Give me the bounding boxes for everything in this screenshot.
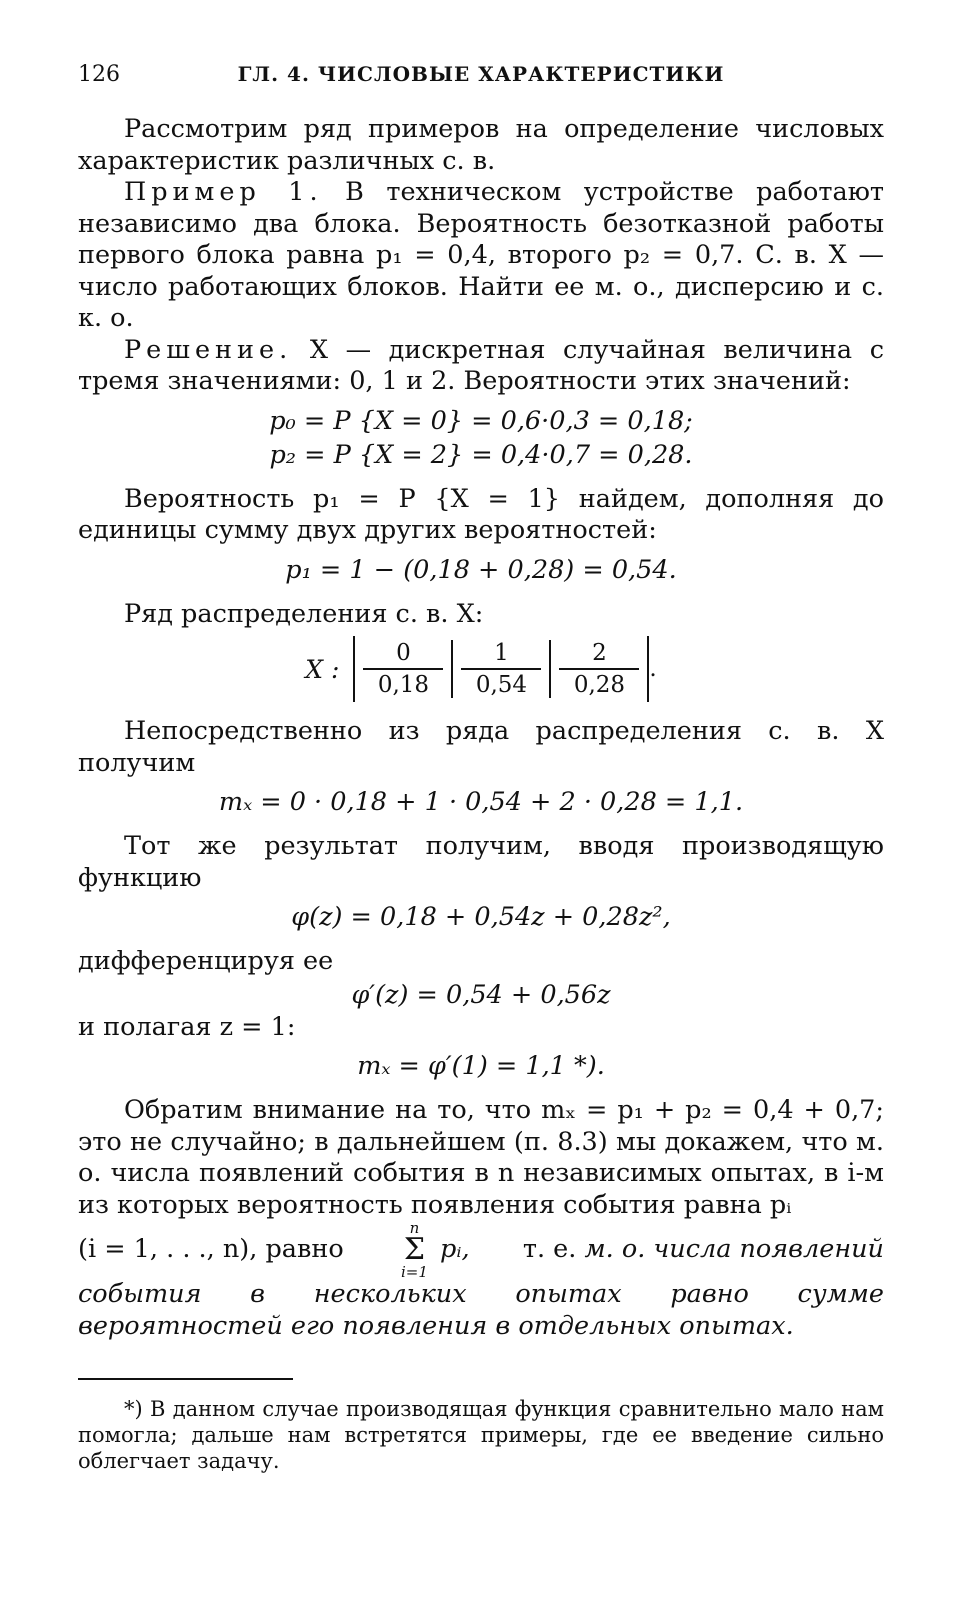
- paragraph-mx: Непосредственно из ряда распределения с. в. X получим: [78, 716, 884, 778]
- sum-line-left: (i = 1, . . ., n), равно: [78, 1234, 344, 1265]
- equation-block-5: [78, 1049, 884, 1083]
- distribution-cell: [355, 640, 453, 698]
- sum-expression: [397, 1221, 470, 1279]
- paragraph-attention: Обратим внимание на то, что mₓ = p₁ + p₂ = 0,4 + 0,7; это не случайно; в дальнейшем (п. 8.3) мы докажем, что м. о. числа появлений события в n независимых опытах, в i-м из которых вероятность появления события равна pᵢ: [78, 1095, 884, 1220]
- equation-mx: mₓ = 0 · 0,18 + 1 · 0,54 + 2 · 0,28 = 1,1.: [218, 787, 744, 817]
- equation-p2: p₂ = P {X = 2} = 0,4·0,7 = 0,28.: [269, 439, 693, 470]
- distribution-end: .: [649, 656, 657, 682]
- solution-label: Решение.: [124, 334, 293, 365]
- distribution-value: 1: [461, 640, 541, 670]
- italic-conclusion: события в нескольких опытах равно сумме вероятностей его появления в отдельных опытах.: [78, 1279, 884, 1341]
- distribution-prob: 0,28: [573, 672, 626, 698]
- equation-block-2: [78, 553, 884, 587]
- distribution-table: [78, 636, 884, 702]
- paragraph-generating: Тот же результат получим, вводя производящую функцию: [78, 831, 884, 893]
- equation-block-4: [78, 900, 884, 934]
- equation-block-3: [78, 785, 884, 819]
- equation-block-1: [78, 404, 884, 472]
- distribution-cell: [551, 640, 647, 698]
- distribution-value: 0: [363, 640, 443, 670]
- paragraph-distribution: Ряд распределения с. в. X:: [124, 598, 484, 629]
- running-title: ГЛ. 4. ЧИСЛОВЫЕ ХАРАКТЕРИСТИКИ: [237, 62, 725, 86]
- example-paragraph: [78, 177, 884, 335]
- distribution-cells: [353, 636, 649, 702]
- sum-line-right-plain: т. е.: [522, 1234, 577, 1265]
- example-label: Пример 1.: [124, 177, 323, 207]
- equation-p1: p₁ = 1 − (0,18 + 0,28) = 0,54.: [285, 554, 677, 585]
- sum-lower-limit: i=1: [400, 1263, 428, 1281]
- equation-p0: p₀ = P {X = 0} = 0,6·0,3 = 0,18;: [269, 405, 693, 436]
- distribution-prob: 0,18: [377, 672, 430, 698]
- paragraph-p1: Вероятность p₁ = P {X = 1} найдем, дополняя до единицы сумму двух других вероятностей:: [78, 483, 884, 545]
- sum-line-right: [523, 1234, 884, 1266]
- equation-phi-prime: φ′(z) = 0,54 + 0,56z: [351, 979, 611, 1010]
- footnote-rule: [78, 1378, 293, 1380]
- sum-upper-limit: n: [409, 1219, 420, 1237]
- sum-line: [78, 1221, 884, 1279]
- distribution-label: X :: [305, 654, 340, 684]
- equation-phi: φ(z) = 0,18 + 0,54z + 0,28z²,: [291, 902, 671, 932]
- footnote: *) В данном случае производящая функция сравнительно мало нам помогла; дальше нам встретятся примеры, где ее введение сильно облегчает задачу.: [78, 1397, 884, 1473]
- page-number: 126: [78, 62, 120, 87]
- page-header: [78, 62, 884, 114]
- distribution-value: 2: [559, 640, 639, 670]
- solution-paragraph: [78, 335, 884, 398]
- page: [78, 62, 884, 1474]
- paragraph-diff: дифференцируя ее: [78, 946, 334, 976]
- distribution-cell: [453, 640, 551, 698]
- sum-line-right-italic: м. о. числа появлений: [584, 1234, 884, 1265]
- sigma-symbol: [401, 1221, 428, 1279]
- intro-paragraph: Рассмотрим ряд примеров на определение числовых характеристик различных с. в.: [78, 114, 884, 176]
- paragraph-z1: и полагая z = 1:: [78, 1011, 296, 1042]
- sum-sign: Σ: [403, 1232, 426, 1267]
- solution-text: X — дискретная случайная величина с тремя значениями: 0, 1 и 2. Вероятности этих значений:: [78, 334, 884, 396]
- equation-mx-phi: mₓ = φ′(1) = 1,1 *).: [357, 1051, 605, 1081]
- example-text: В техническом устройстве работают независимо два блока. Вероятность безотказной работы первого блока равна p₁ = 0,4, второго p₂ = 0,7. С. в. X — число работающих блоков. Найти ее м. о., дисперсию и с. к. о.: [78, 177, 884, 333]
- sum-term: pᵢ,: [440, 1234, 470, 1264]
- distribution-prob: 0,54: [475, 672, 528, 698]
